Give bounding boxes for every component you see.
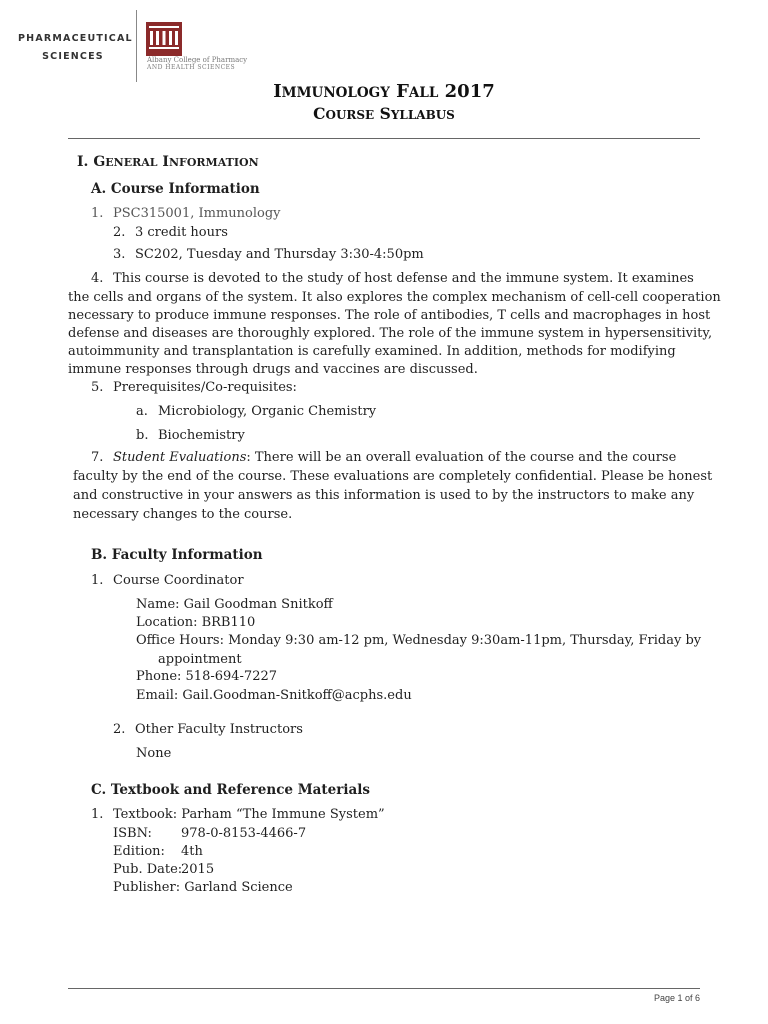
faculty-item-2-number: 2. (113, 722, 126, 737)
coordinator-phone: Phone: 518-694-7227 (136, 669, 278, 684)
course-item-3 (113, 246, 424, 264)
section-cap-i: I (162, 154, 169, 170)
course-item-7-first-line: : There will be an overall evaluation of the course and the course (246, 450, 677, 465)
pubdate-label: Pub. Date: (113, 862, 183, 877)
course-item-4 (91, 270, 694, 288)
course-item-4-number: 4. (91, 271, 104, 286)
header-divider (136, 10, 137, 82)
course-item-1-text: PSC315001, Immunology (113, 206, 281, 221)
title-rest-all: ALL (408, 85, 439, 101)
section-rest-eneral: ENERAL (105, 156, 158, 169)
isbn-label: ISBN: (113, 826, 152, 841)
textbook-value: Parham “The Immune System” (181, 807, 385, 822)
section-cap-g: G (93, 154, 106, 170)
publisher-row (113, 879, 293, 897)
title-year: 2017 (444, 81, 495, 102)
title-cap-i: I (273, 81, 282, 102)
course-item-2-text: 3 credit hours (135, 225, 228, 240)
page-number: Page 1 of 6 (653, 993, 700, 1003)
document-subtitle (0, 104, 768, 123)
prerequisite-a (136, 403, 376, 421)
publisher-value: Garland Science (184, 880, 293, 895)
evaluation-text-line: and constructive in your answers as this information is used to by the instructors to make any (73, 488, 695, 503)
textbook-item-number: 1. (91, 807, 104, 822)
subtitle-cap-c: C (313, 104, 326, 123)
faculty-item-1-text: Course Coordinator (113, 573, 244, 588)
course-item-7-number: 7. (91, 450, 104, 465)
department-line-1: PHARMACEUTICAL (18, 33, 133, 44)
department-name (18, 30, 133, 66)
evaluation-text-line: faculty by the end of the course. These evaluations are completely confidential. Please be honest (73, 469, 713, 484)
college-seal-icon (146, 22, 182, 56)
course-item-7 (91, 449, 676, 467)
textbook-label: Textbook: (113, 807, 178, 822)
faculty-information-heading: B. Faculty Information (91, 547, 263, 563)
course-description-line: immune responses through drugs and vaccines are discussed. (68, 362, 478, 377)
edition-row (113, 843, 203, 861)
course-description-line: autoimmunity and transplantation is carefully examined. In addition, methods for modifying (68, 344, 676, 359)
faculty-item-1 (91, 572, 244, 590)
course-description-line: the cells and organs of the system. It also explores the complex mechanism of cell-cell cooperation (68, 290, 721, 305)
course-item-2 (113, 224, 228, 242)
coordinator-location: Location: BRB110 (136, 615, 256, 630)
course-item-5-number: 5. (91, 380, 104, 395)
edition-value: 4th (181, 844, 203, 859)
faculty-item-2 (113, 721, 303, 739)
coordinator-name: Name: Gail Goodman Snitkoff (136, 597, 333, 612)
textbook-heading: C. Textbook and Reference Materials (91, 782, 370, 798)
pubdate-value: 2015 (181, 862, 215, 877)
course-item-5 (91, 379, 297, 397)
subtitle-rest-ourse: OURSE (325, 108, 375, 122)
college-name-line-2: AND HEALTH SCIENCES (147, 64, 236, 71)
section-rest-nformation: NFORMATION (168, 156, 259, 169)
coordinator-office-hours: Office Hours: Monday 9:30 am-12 pm, Wednesday 9:30am-11pm, Thursday, Friday by (136, 633, 702, 648)
course-item-2-number: 2. (113, 225, 126, 240)
isbn-row (113, 825, 306, 843)
prerequisite-b (136, 427, 245, 445)
course-information-heading: A. Course Information (91, 181, 260, 197)
prerequisite-a-label: a. (136, 404, 148, 419)
publisher-label: Publisher: (113, 880, 181, 895)
course-item-3-text: SC202, Tuesday and Thursday 3:30-4:50pm (135, 247, 424, 262)
faculty-item-1-number: 1. (91, 573, 104, 588)
evaluation-text-line: necessary changes to the course. (73, 507, 293, 522)
title-rest-mmunology: MMUNOLOGY (281, 85, 390, 101)
section-general-information (77, 153, 259, 172)
subtitle-cap-s: S (379, 104, 391, 123)
course-description-line: necessary to produce immune responses. The role of antibodies, T cells and macrophages in host (68, 308, 711, 323)
prerequisite-a-text: Microbiology, Organic Chemistry (158, 404, 377, 419)
coordinator-office-hours-continued: appointment (158, 652, 242, 667)
course-item-1 (91, 205, 281, 223)
faculty-item-2-text: Other Faculty Instructors (135, 722, 303, 737)
student-evaluations-label: Student Evaluations (113, 450, 247, 465)
edition-label: Edition: (113, 844, 165, 859)
prerequisite-b-label: b. (136, 428, 149, 443)
subtitle-rest-yllabus: YLLABUS (390, 108, 455, 122)
course-description-line: defense and diseases are thoroughly explored. The role of the immune system in hypersensitivity, (68, 326, 713, 341)
course-item-4-first-line: This course is devoted to the study of host defense and the immune system. It examines (113, 271, 694, 286)
department-line-2: SCIENCES (42, 51, 104, 62)
coordinator-email: Email: Gail.Goodman-Snitkoff@acphs.edu (136, 688, 412, 703)
document-title (0, 81, 768, 102)
course-item-5-text: Prerequisites/Co-requisites: (113, 380, 297, 395)
pubdate-row (113, 861, 214, 879)
college-name-line-1: Albany College of Pharmacy (147, 56, 248, 64)
course-item-3-number: 3. (113, 247, 126, 262)
course-item-1-number: 1. (91, 206, 104, 221)
isbn-value: 978-0-8153-4466-7 (181, 826, 307, 841)
textbook-item (91, 806, 385, 824)
other-faculty-value: None (136, 746, 172, 761)
section-label: I. (77, 154, 89, 170)
title-cap-f: F (396, 81, 409, 102)
title-rule (68, 138, 700, 139)
college-name (147, 56, 247, 72)
prerequisite-b-text: Biochemistry (158, 428, 245, 443)
footer-rule (68, 988, 700, 989)
